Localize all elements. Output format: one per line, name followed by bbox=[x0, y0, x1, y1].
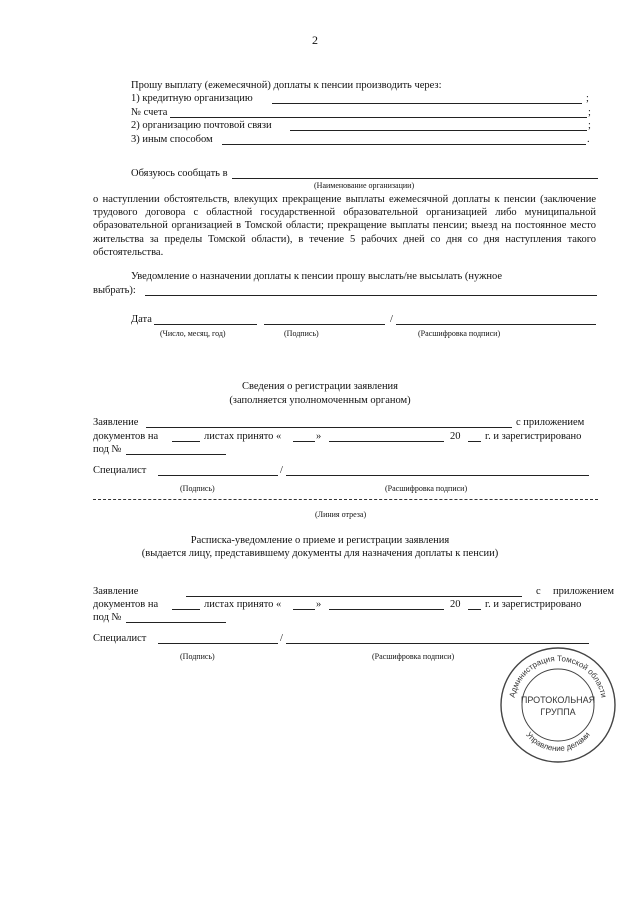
receipt-with-label: с bbox=[536, 586, 541, 597]
registration-specialist-decode-field[interactable] bbox=[286, 475, 589, 476]
page-number: 2 bbox=[312, 33, 318, 47]
slash: / bbox=[390, 314, 393, 325]
stamp-ring-bottom: Управление делами bbox=[524, 730, 592, 754]
registration-number-field[interactable] bbox=[126, 454, 226, 455]
registration-statement-field[interactable] bbox=[146, 427, 512, 428]
date-field[interactable] bbox=[154, 324, 257, 325]
payment-option-post: 2) организацию почтовой связи bbox=[131, 120, 272, 131]
receipt-specialist-sign-field[interactable] bbox=[158, 643, 278, 644]
registration-number-label: под № bbox=[93, 444, 122, 455]
stamp-center-line2: ГРУППА bbox=[540, 707, 576, 717]
signature-decode-caption: (Расшифровка подписи) bbox=[418, 329, 501, 338]
registration-attachment-label: с приложением bbox=[516, 417, 585, 428]
receipt-docs-label: документов на bbox=[93, 599, 159, 610]
other-method-field[interactable] bbox=[222, 144, 586, 145]
receipt-statement-label: Заявление bbox=[93, 586, 139, 597]
receipt-decode-caption: (Расшифровка подписи) bbox=[372, 652, 455, 661]
year-prefix: 20 bbox=[450, 431, 461, 442]
registration-docs-label: документов на bbox=[93, 431, 159, 442]
credit-org-field[interactable] bbox=[272, 103, 582, 104]
signature-decode-field[interactable] bbox=[396, 324, 596, 325]
receipt-sheets-field[interactable] bbox=[172, 609, 200, 610]
date-caption: (Число, месяц, год) bbox=[160, 329, 226, 338]
obligation-lead: Обязуюсь сообщать в bbox=[131, 168, 228, 179]
receipt-day-field[interactable] bbox=[293, 609, 315, 610]
signature-caption: (Подпись) bbox=[284, 329, 319, 338]
receipt-sheets-label: листах принято « bbox=[204, 599, 282, 610]
receipt-specialist-decode-field[interactable] bbox=[286, 643, 589, 644]
payment-option-credit: 1) кредитную организацию bbox=[131, 93, 253, 104]
payment-option-other: 3) иным способом bbox=[131, 134, 213, 145]
obligation-text: о наступлении обстоятельств, влекущих прекращение выплаты ежемесячной доплаты к пенсии (заключение трудового договора с областной государственной образовательной организацией либо муниципальной образовательной организацией в Томской области; прекращение выплаты пенсии; выезд на постоянное место жительства за пределы Томской области), в течение 5 рабочих дней со дня со дня наступления такого обстоятельства. bbox=[93, 194, 596, 258]
svg-text:Управление делами bbox=[524, 730, 592, 753]
registration-specialist-sign-field[interactable] bbox=[158, 475, 278, 476]
notification-choose: выбрать): bbox=[93, 285, 136, 296]
cut-line-caption: (Линия отреза) bbox=[315, 510, 367, 519]
receipt-year-field[interactable] bbox=[468, 609, 481, 610]
receipt-month-field[interactable] bbox=[329, 609, 444, 610]
registration-decode-caption: (Расшифровка подписи) bbox=[385, 484, 468, 493]
slash: / bbox=[280, 465, 283, 476]
signature-field[interactable] bbox=[264, 324, 385, 325]
registration-year-field[interactable] bbox=[468, 441, 481, 442]
receipt-title: Расписка-уведомление о приеме и регистрации заявления bbox=[190, 535, 450, 546]
account-number-field[interactable] bbox=[170, 117, 587, 118]
receipt-statement-field[interactable] bbox=[186, 596, 522, 597]
notification-text: Уведомление о назначении доплаты к пенсии прошу выслать/не высылать (нужное bbox=[131, 271, 503, 282]
quote-close: » bbox=[316, 431, 322, 442]
registration-registered-label: г. и зарегистрировано bbox=[485, 431, 582, 442]
notification-choice-field[interactable] bbox=[145, 295, 597, 296]
date-label: Дата bbox=[131, 314, 152, 325]
registration-subtitle: (заполняется уполномоченным органом) bbox=[229, 395, 411, 406]
cut-line bbox=[93, 499, 598, 500]
receipt-registered-label: г. и зарегистрировано bbox=[485, 599, 582, 610]
quote-close: » bbox=[316, 599, 322, 610]
registration-day-field[interactable] bbox=[293, 441, 315, 442]
semicolon: ; bbox=[588, 107, 591, 118]
semicolon: ; bbox=[586, 93, 589, 104]
registration-sheets-label: листах принято « bbox=[204, 431, 282, 442]
registration-sign-caption: (Подпись) bbox=[180, 484, 215, 493]
stamp-ring-top: Администрация Томской области bbox=[507, 653, 609, 699]
organization-name-field[interactable] bbox=[232, 178, 598, 179]
registration-statement-label: Заявление bbox=[93, 417, 139, 428]
payment-option-account: № счета bbox=[131, 107, 168, 118]
stamp-center-line1: ПРОТОКОЛЬНАЯ bbox=[520, 695, 596, 705]
receipt-sign-caption: (Подпись) bbox=[180, 652, 215, 661]
registration-specialist-label: Специалист bbox=[93, 465, 147, 476]
receipt-specialist-label: Специалист bbox=[93, 633, 147, 644]
semicolon: ; bbox=[588, 120, 591, 131]
registration-month-field[interactable] bbox=[329, 441, 444, 442]
receipt-number-field[interactable] bbox=[126, 622, 226, 623]
registration-sheets-field[interactable] bbox=[172, 441, 200, 442]
year-prefix: 20 bbox=[450, 599, 461, 610]
post-org-field[interactable] bbox=[290, 130, 587, 131]
organization-caption: (Наименование организации) bbox=[314, 181, 415, 190]
protocol-group-stamp bbox=[498, 645, 618, 765]
slash: / bbox=[280, 633, 283, 644]
registration-title: Сведения о регистрации заявления bbox=[241, 381, 399, 392]
receipt-attachment-label: приложением bbox=[553, 586, 615, 597]
payment-intro: Прошу выплату (ежемесячной) доплаты к пенсии производить через: bbox=[131, 80, 442, 91]
receipt-number-label: под № bbox=[93, 612, 122, 623]
receipt-subtitle: (выдается лицу, представившему документы для назначения доплаты к пенсии) bbox=[141, 548, 499, 559]
dot: . bbox=[587, 134, 590, 145]
